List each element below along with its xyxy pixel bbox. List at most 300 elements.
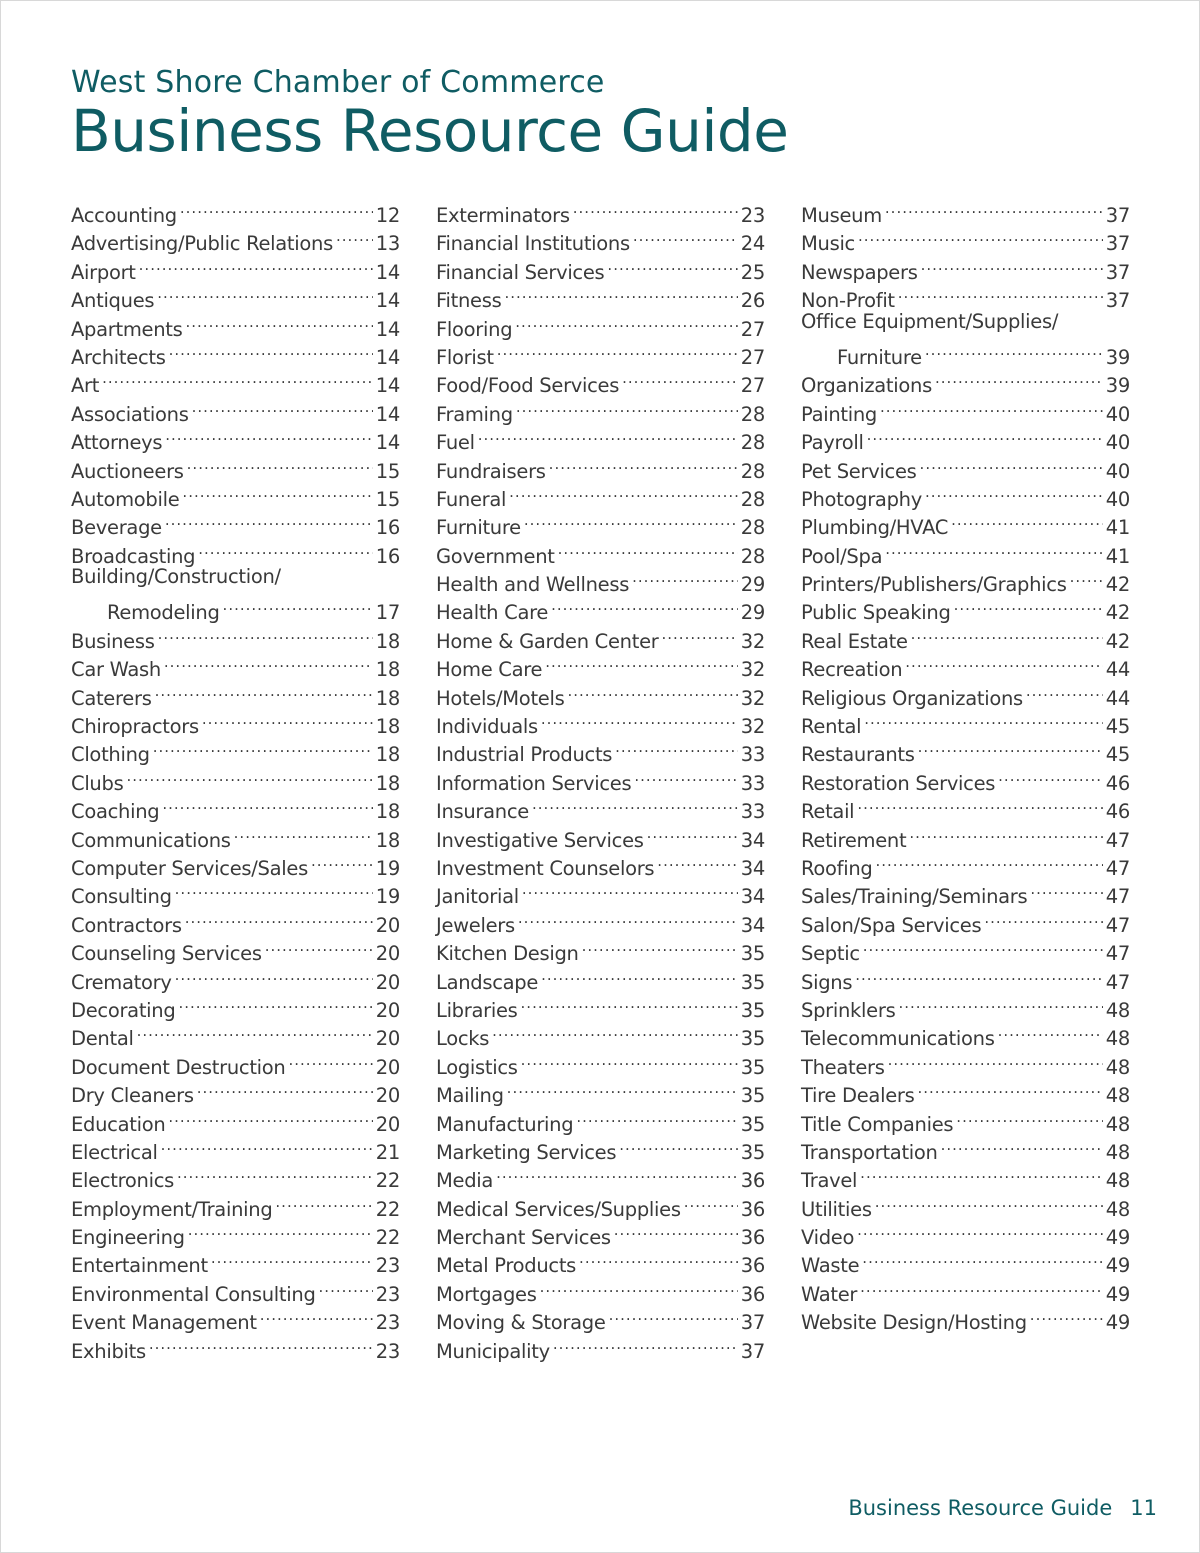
index-entry bbox=[71, 421, 400, 455]
index-entry-label: Remodeling bbox=[107, 601, 220, 625]
index-entry-label: Home & Garden Center bbox=[436, 629, 659, 653]
index-entry-label: Information Services bbox=[436, 771, 632, 795]
index-entry bbox=[801, 648, 1130, 682]
index-entry-page-number: 33 bbox=[740, 771, 765, 795]
dot-leader bbox=[662, 620, 738, 648]
dot-leader bbox=[175, 875, 373, 903]
dot-leader bbox=[289, 1046, 373, 1074]
dot-leader bbox=[633, 222, 738, 250]
index-entry-page-number: 44 bbox=[1105, 658, 1130, 682]
dot-leader bbox=[885, 194, 1103, 222]
index-entry-page-number: 47 bbox=[1105, 970, 1130, 994]
footer-page-number: 11 bbox=[1130, 1496, 1157, 1520]
index-entry bbox=[436, 705, 765, 739]
dot-leader bbox=[157, 279, 373, 307]
dot-leader bbox=[921, 251, 1103, 279]
index-entry bbox=[436, 1188, 765, 1221]
index-entry bbox=[801, 1216, 1130, 1250]
dot-leader bbox=[614, 1216, 738, 1244]
dot-leader bbox=[647, 819, 738, 847]
index-entry-label: Architects bbox=[71, 345, 166, 369]
index-entry-label: Marketing Services bbox=[436, 1140, 617, 1164]
index-column-3 bbox=[801, 194, 1130, 1335]
index-entry-page-number: 25 bbox=[740, 260, 765, 284]
index-entry-page-number: 32 bbox=[740, 629, 765, 653]
index-entry-label: Health Care bbox=[436, 601, 549, 625]
index-entry-page-number: 14 bbox=[375, 431, 400, 455]
dot-leader bbox=[622, 364, 738, 392]
index-entry bbox=[801, 535, 1130, 568]
index-entry-label: Retirement bbox=[801, 828, 907, 852]
index-entry bbox=[801, 1131, 1130, 1164]
index-entry-label: Chiropractors bbox=[71, 715, 199, 739]
index-entry-label: Flooring bbox=[436, 317, 513, 341]
dot-leader bbox=[319, 1273, 373, 1301]
index-entry bbox=[71, 506, 400, 540]
index-entry-label: Website Design/Hosting bbox=[801, 1311, 1027, 1335]
index-entry bbox=[71, 819, 400, 852]
index-entry bbox=[436, 1159, 765, 1193]
dot-leader bbox=[507, 1074, 738, 1102]
index-entry bbox=[436, 450, 765, 483]
index-entry-page-number: 18 bbox=[375, 743, 400, 767]
dot-leader bbox=[137, 1017, 373, 1045]
dot-leader bbox=[509, 478, 738, 506]
dot-leader bbox=[558, 535, 738, 563]
index-entry-label: Pet Services bbox=[801, 459, 917, 483]
dot-leader bbox=[260, 1301, 373, 1329]
index-entry-page-number: 40 bbox=[1105, 431, 1130, 455]
index-entry-label: Salon/Spa Services bbox=[801, 913, 982, 937]
dot-leader bbox=[223, 591, 373, 619]
index-entry-label: Home Care bbox=[436, 658, 543, 682]
dot-leader bbox=[576, 1103, 737, 1131]
index-entry-label: Roofing bbox=[801, 857, 873, 880]
index-entry-page-number: 18 bbox=[375, 686, 400, 710]
index-entry-label: Food/Food Services bbox=[436, 374, 620, 398]
index-entry-page-number: 22 bbox=[375, 1169, 400, 1193]
index-entry-page-number: 27 bbox=[740, 345, 765, 369]
dot-leader bbox=[186, 308, 373, 336]
index-entry bbox=[801, 222, 1130, 256]
index-entry-page-number: 33 bbox=[740, 743, 765, 767]
dot-leader bbox=[954, 591, 1103, 619]
index-entry-label: Furniture bbox=[436, 516, 521, 540]
index-entry bbox=[801, 733, 1130, 767]
dot-leader bbox=[541, 705, 738, 733]
index-entry bbox=[801, 847, 1130, 880]
index-entry bbox=[436, 421, 765, 455]
index-entry-page-number: 24 bbox=[740, 232, 765, 256]
index-entry-page-number: 23 bbox=[375, 1311, 400, 1335]
index-entry-label: Municipality bbox=[436, 1339, 550, 1363]
index-entry bbox=[71, 1074, 400, 1108]
dot-leader bbox=[551, 591, 738, 619]
index-entry-page-number: 36 bbox=[740, 1197, 765, 1221]
index-entry bbox=[71, 308, 400, 341]
index-entry-label: Theaters bbox=[801, 1055, 885, 1079]
index-entry bbox=[801, 620, 1130, 653]
index-entry bbox=[436, 535, 765, 568]
index-entry-page-number: 33 bbox=[740, 800, 765, 824]
dot-leader bbox=[941, 1131, 1103, 1159]
index-entry bbox=[436, 308, 765, 341]
index-entry-page-number: 39 bbox=[1105, 374, 1130, 398]
index-entry bbox=[436, 393, 765, 426]
index-entry bbox=[436, 563, 765, 597]
index-entry-label: Individuals bbox=[436, 715, 538, 739]
index-entry-page-number: 48 bbox=[1105, 1197, 1130, 1221]
index-entry-label: Financial Institutions bbox=[436, 232, 630, 256]
index-entry-label: Framing bbox=[436, 402, 513, 426]
index-entry-page-number: 39 bbox=[1105, 345, 1130, 369]
index-entry bbox=[801, 819, 1130, 852]
index-entry bbox=[71, 932, 400, 966]
index-entry-label: Automobile bbox=[71, 487, 180, 511]
dot-leader bbox=[198, 535, 373, 563]
index-entry bbox=[71, 393, 400, 426]
index-entry-label: Crematory bbox=[71, 970, 172, 994]
dot-leader bbox=[155, 677, 373, 705]
index-entry-page-number: 37 bbox=[740, 1311, 765, 1335]
index-entry-label: Document Destruction bbox=[71, 1055, 286, 1079]
index-entry bbox=[71, 1046, 400, 1079]
index-entry-label: Painting bbox=[801, 402, 878, 426]
dot-leader bbox=[532, 790, 738, 818]
dot-leader bbox=[898, 279, 1103, 307]
index-column-2 bbox=[436, 194, 765, 1363]
dot-leader bbox=[925, 336, 1103, 364]
index-entry bbox=[71, 875, 400, 909]
index-entry-page-number: 34 bbox=[740, 828, 765, 852]
index-entry-page-number: 49 bbox=[1105, 1226, 1130, 1250]
index-entry-page-number: 37 bbox=[1105, 289, 1130, 313]
index-entry-label: Accounting bbox=[71, 204, 177, 227]
index-entry-label: Music bbox=[801, 232, 855, 256]
dot-leader bbox=[265, 932, 373, 960]
index-entry-page-number: 37 bbox=[1105, 204, 1130, 227]
index-entry-page-number: 48 bbox=[1105, 1140, 1130, 1164]
index-entry-label: Metal Products bbox=[436, 1254, 577, 1278]
dot-leader bbox=[857, 1216, 1103, 1244]
index-entry-label: Antiques bbox=[71, 289, 155, 313]
index-entry-page-number: 27 bbox=[740, 317, 765, 341]
index-entry-page-number: 18 bbox=[375, 828, 400, 852]
index-entry bbox=[801, 1103, 1130, 1136]
index-entry-label: Mortgages bbox=[436, 1282, 537, 1306]
dot-leader bbox=[855, 961, 1103, 989]
dot-leader bbox=[540, 1273, 738, 1301]
index-entry-label: Travel bbox=[801, 1169, 858, 1193]
page-title: Business Resource Guide bbox=[71, 97, 789, 165]
index-entry-label: Newspapers bbox=[801, 260, 918, 284]
dot-leader bbox=[153, 733, 373, 761]
index-entry bbox=[71, 251, 400, 284]
index-entry-label: Moving & Storage bbox=[436, 1311, 606, 1335]
index-entry-page-number: 20 bbox=[375, 1084, 400, 1108]
index-entry-page-number: 34 bbox=[740, 856, 765, 880]
index-entry-label: Photography bbox=[801, 487, 922, 511]
dot-leader bbox=[492, 1017, 738, 1045]
index-entry-label: Auctioneers bbox=[71, 459, 184, 483]
index-entry-page-number: 37 bbox=[740, 1339, 765, 1363]
index-entry-page-number: 49 bbox=[1105, 1282, 1130, 1306]
dot-leader bbox=[165, 506, 373, 534]
index-entry bbox=[436, 336, 765, 369]
index-entry-page-number: 35 bbox=[740, 1140, 765, 1164]
index-entry bbox=[436, 251, 765, 284]
dot-leader bbox=[885, 535, 1103, 563]
index-entry bbox=[801, 506, 1130, 540]
index-entry-page-number: 46 bbox=[1105, 800, 1130, 824]
index-entry-page-number: 14 bbox=[375, 289, 400, 313]
dot-leader bbox=[497, 336, 738, 364]
dot-leader bbox=[202, 705, 373, 733]
index-entry bbox=[801, 875, 1130, 909]
index-entry bbox=[71, 194, 400, 227]
index-entry bbox=[436, 506, 765, 540]
index-entry-page-number: 48 bbox=[1105, 1084, 1130, 1108]
index-entry bbox=[801, 790, 1130, 824]
index-entry bbox=[71, 733, 400, 767]
index-entry bbox=[436, 478, 765, 511]
index-entry bbox=[436, 1103, 765, 1136]
dot-leader bbox=[998, 762, 1103, 790]
index-entry-page-number: 18 bbox=[375, 800, 400, 824]
dot-leader bbox=[634, 762, 737, 790]
index-entry-label: Rental bbox=[801, 715, 862, 739]
index-entry-label: Industrial Products bbox=[436, 743, 613, 767]
index-entry bbox=[436, 1301, 765, 1335]
index-entry-page-number: 20 bbox=[375, 942, 400, 966]
dot-leader bbox=[162, 790, 372, 818]
index-entry bbox=[71, 535, 400, 568]
index-entry bbox=[71, 222, 400, 256]
index-entry-page-number: 16 bbox=[375, 516, 400, 540]
index-entry-page-number: 20 bbox=[375, 998, 400, 1022]
index-entry-label: Counseling Services bbox=[71, 942, 262, 966]
dot-leader bbox=[549, 450, 738, 478]
index-entry bbox=[801, 1244, 1130, 1278]
dot-leader bbox=[158, 620, 373, 648]
index-entry bbox=[801, 591, 1130, 625]
index-entry-label-line1: Building/Construction/ bbox=[71, 565, 281, 589]
index-entry-page-number: 40 bbox=[1105, 459, 1130, 483]
index-entry-page-number: 29 bbox=[740, 573, 765, 597]
index-entry-label: Signs bbox=[801, 970, 853, 994]
index-entry-page-number: 35 bbox=[740, 1084, 765, 1108]
index-entry-label: Airport bbox=[71, 260, 136, 284]
index-entry bbox=[801, 393, 1130, 426]
index-entry bbox=[71, 989, 400, 1022]
index-entry-page-number: 47 bbox=[1105, 857, 1130, 880]
index-entry-label: Electronics bbox=[71, 1169, 174, 1193]
dot-leader bbox=[515, 308, 738, 336]
index-entry-label: Payroll bbox=[801, 431, 864, 455]
index-entry-page-number: 37 bbox=[1105, 260, 1130, 284]
index-entry-page-number: 32 bbox=[740, 686, 765, 710]
index-entry bbox=[71, 762, 400, 795]
index-entry-page-number: 18 bbox=[375, 715, 400, 739]
index-entry-page-number: 35 bbox=[740, 998, 765, 1022]
index-entry bbox=[801, 563, 1130, 597]
index-entry-page-number: 49 bbox=[1105, 1254, 1130, 1278]
index-entry-label: Restaurants bbox=[801, 743, 915, 767]
index-entry bbox=[436, 1216, 765, 1250]
index-entry-page-number: 36 bbox=[740, 1254, 765, 1278]
dot-leader bbox=[164, 648, 373, 676]
dot-leader bbox=[609, 1301, 738, 1329]
dot-leader bbox=[573, 194, 738, 222]
index-entry-page-number: 13 bbox=[375, 232, 400, 256]
dot-leader bbox=[182, 478, 372, 506]
index-entry-label: Tire Dealers bbox=[801, 1084, 915, 1108]
dot-leader bbox=[905, 648, 1103, 676]
index-entry-page-number: 42 bbox=[1105, 601, 1130, 625]
index-entry bbox=[71, 648, 400, 682]
index-entry-page-number: 35 bbox=[740, 942, 765, 966]
index-entry-page-number: 36 bbox=[740, 1226, 765, 1250]
index-entry-label: Dental bbox=[71, 1027, 134, 1051]
index-entry-page-number: 23 bbox=[740, 204, 765, 227]
index-entry-page-number: 35 bbox=[740, 1027, 765, 1051]
index-entry-page-number: 28 bbox=[740, 544, 765, 568]
index-entry-label: Sales/Training/Seminars bbox=[801, 885, 1028, 909]
index-entry-label: Pool/Spa bbox=[801, 544, 883, 568]
index-entry bbox=[801, 194, 1130, 227]
index-entry-label: Communications bbox=[71, 828, 231, 852]
dot-leader bbox=[545, 648, 738, 676]
index-entry-label: Non-Profit bbox=[801, 289, 895, 313]
dot-leader bbox=[149, 1330, 373, 1358]
dot-leader bbox=[188, 1216, 373, 1244]
index-entry-page-number: 28 bbox=[740, 431, 765, 455]
page-header bbox=[71, 64, 788, 164]
index-entry bbox=[436, 364, 765, 398]
index-entry-label: Transportation bbox=[801, 1140, 938, 1164]
index-entry bbox=[436, 961, 765, 994]
dot-leader bbox=[234, 819, 373, 847]
index-entry-page-number: 46 bbox=[1105, 771, 1130, 795]
index-entry-page-number: 35 bbox=[740, 1112, 765, 1136]
index-entry bbox=[801, 450, 1130, 483]
index-entry-page-number: 42 bbox=[1105, 573, 1130, 597]
index-entry bbox=[436, 648, 765, 682]
dot-leader bbox=[139, 251, 373, 279]
index-entry-label: Decorating bbox=[71, 998, 176, 1022]
index-entry bbox=[801, 1273, 1130, 1306]
index-entry-page-number: 17 bbox=[375, 601, 400, 625]
index-entry-page-number: 22 bbox=[375, 1197, 400, 1221]
index-entry bbox=[71, 620, 400, 653]
index-entry bbox=[436, 904, 765, 937]
index-entry-label: Education bbox=[71, 1112, 166, 1136]
dot-leader bbox=[180, 194, 373, 222]
index-entry bbox=[71, 563, 400, 625]
index-entry bbox=[71, 336, 400, 369]
dot-leader bbox=[275, 1188, 372, 1216]
dot-leader bbox=[567, 677, 737, 705]
page-footer bbox=[848, 1496, 1157, 1520]
dot-leader bbox=[541, 961, 738, 989]
index-entry-page-number: 41 bbox=[1105, 544, 1130, 568]
index-entry-page-number: 19 bbox=[375, 857, 400, 880]
dot-leader bbox=[888, 1046, 1103, 1074]
index-entry-label: Utilities bbox=[801, 1197, 872, 1221]
dot-leader bbox=[1026, 677, 1103, 705]
index-entry-page-number: 47 bbox=[1105, 942, 1130, 966]
index-entry bbox=[71, 1159, 400, 1193]
index-entry bbox=[71, 1330, 400, 1363]
index-entry-label: Art bbox=[71, 374, 100, 398]
index-entry-page-number: 36 bbox=[740, 1282, 765, 1306]
index-entry bbox=[801, 705, 1130, 739]
index-entry-page-number: 12 bbox=[375, 204, 400, 227]
index-entry-page-number: 40 bbox=[1105, 487, 1130, 511]
index-entry-label: Health and Wellness bbox=[436, 573, 630, 597]
dot-leader bbox=[192, 393, 373, 421]
dot-leader bbox=[185, 904, 373, 932]
index-entry bbox=[801, 1074, 1130, 1108]
index-entry bbox=[801, 932, 1130, 966]
dot-leader bbox=[177, 1159, 373, 1187]
index-entry bbox=[801, 1188, 1130, 1221]
index-entry-page-number: 27 bbox=[740, 374, 765, 398]
index-entry-label: Car Wash bbox=[71, 658, 161, 682]
dot-leader bbox=[1070, 563, 1103, 591]
index-entry bbox=[436, 1273, 765, 1306]
dot-leader bbox=[917, 1074, 1102, 1102]
index-entry-label: Printers/Publishers/Graphics bbox=[801, 573, 1067, 597]
index-column-1 bbox=[71, 194, 400, 1363]
index-entry-page-number: 44 bbox=[1105, 686, 1130, 710]
index-entry-label: Title Companies bbox=[801, 1112, 954, 1136]
index-entry-label: Libraries bbox=[436, 998, 518, 1022]
dot-leader bbox=[862, 1244, 1102, 1272]
dot-leader bbox=[553, 1330, 738, 1358]
index-entry-page-number: 20 bbox=[375, 1027, 400, 1051]
index-entry bbox=[801, 364, 1130, 398]
index-entry bbox=[801, 1046, 1130, 1079]
index-entry bbox=[436, 1046, 765, 1079]
dot-leader bbox=[165, 421, 373, 449]
index-entry bbox=[436, 591, 765, 625]
index-entry-page-number: 48 bbox=[1105, 1169, 1130, 1193]
index-entry bbox=[71, 279, 400, 313]
dot-leader bbox=[579, 1244, 738, 1272]
index-entry-label: Media bbox=[436, 1169, 494, 1193]
index-entry-label: Apartments bbox=[71, 317, 183, 341]
index-entry-page-number: 37 bbox=[1105, 232, 1130, 256]
dot-leader bbox=[516, 393, 738, 421]
index-entry-label: Coaching bbox=[71, 800, 160, 824]
index-entry-page-number: 14 bbox=[375, 345, 400, 369]
index-entry-page-number: 18 bbox=[375, 629, 400, 653]
dot-leader bbox=[169, 336, 373, 364]
index-entry-page-number: 20 bbox=[375, 1112, 400, 1136]
index-entry-label: Exterminators bbox=[436, 204, 570, 227]
index-entry bbox=[71, 790, 400, 824]
dot-leader bbox=[175, 961, 373, 989]
dot-leader bbox=[632, 563, 738, 591]
dot-leader bbox=[126, 762, 372, 790]
index-entry-label: Water bbox=[801, 1282, 858, 1306]
index-entry-page-number: 22 bbox=[375, 1226, 400, 1250]
index-entry-label: Sprinklers bbox=[801, 998, 896, 1022]
dot-leader bbox=[857, 790, 1102, 818]
dot-leader bbox=[956, 1103, 1102, 1131]
index-entry-label: Environmental Consulting bbox=[71, 1282, 316, 1306]
